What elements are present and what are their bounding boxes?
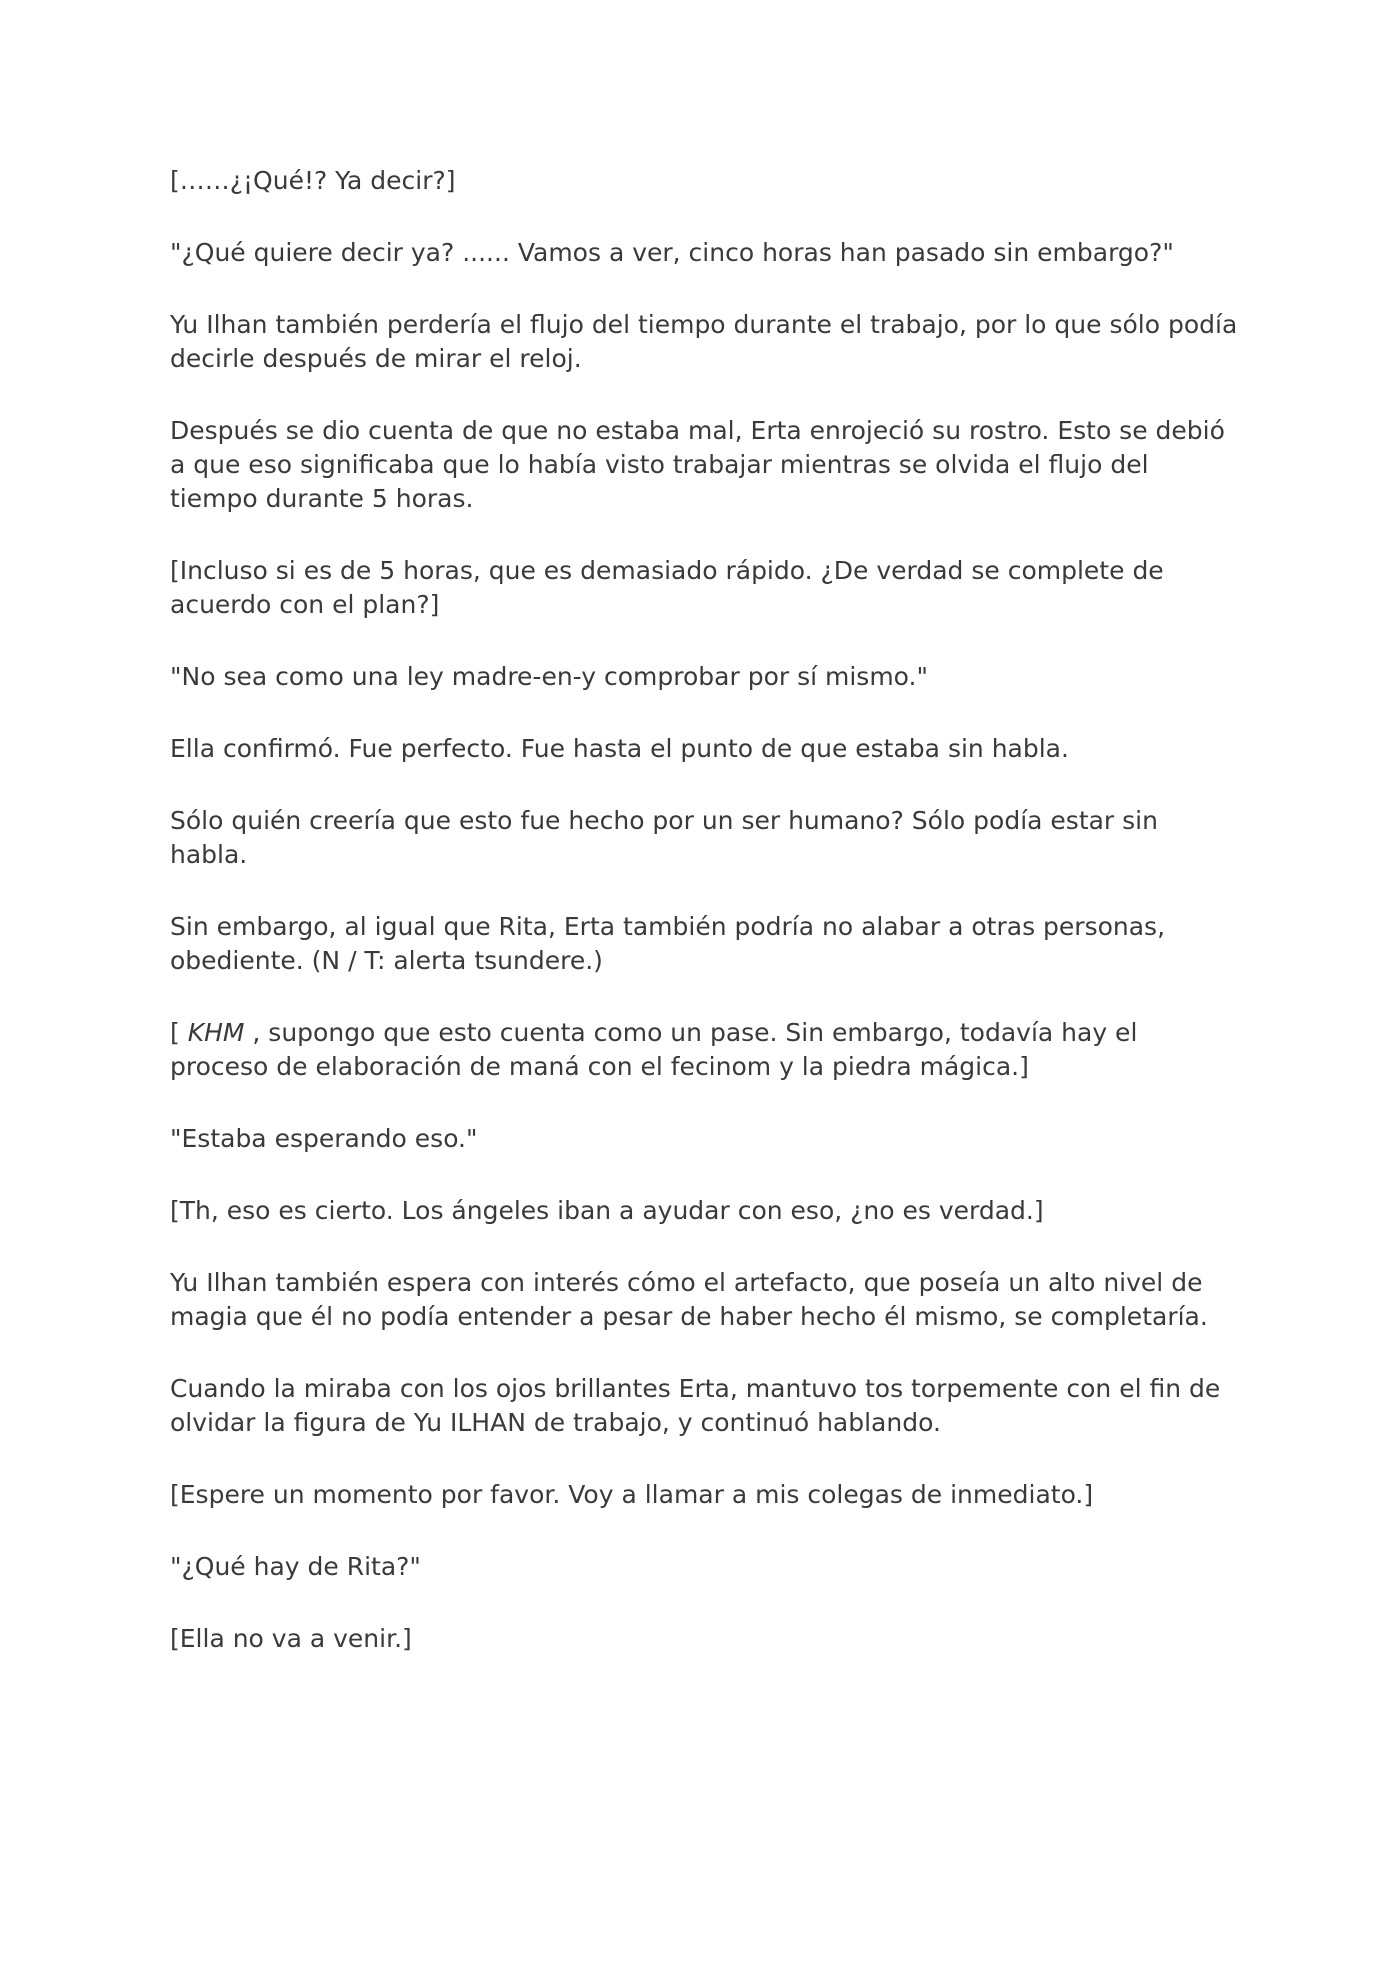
- paragraph: "No sea como una ley madre-en-y comprobar por sí mismo.": [170, 662, 928, 691]
- paragraph: [Th, eso es cierto. Los ángeles iban a ayudar con eso, ¿no es verdad.]: [170, 1196, 1044, 1225]
- paragraph: [……¿¡Qué!? Ya decir?]: [170, 166, 456, 195]
- paragraph: [Incluso si es de 5 horas, que es demasiado rápido. ¿De verdad se complete de acuerdo con el plan?]: [170, 556, 1164, 619]
- khm-emphasis: KHM: [187, 1018, 245, 1047]
- khm-rest: , supongo que esto cuenta como un pase. Sin embargo, todavía hay el proceso de elaboración de maná con el fecinom y la piedra mágica.]: [170, 1018, 1138, 1081]
- paragraph: Ella confirmó. Fue perfecto. Fue hasta el punto de que estaba sin habla.: [170, 734, 1069, 763]
- khm-prefix: [: [170, 1018, 188, 1047]
- paragraph: [Ella no va a venir.]: [170, 1624, 412, 1653]
- paragraph: "Estaba esperando eso.": [170, 1124, 478, 1153]
- paragraph: Yu Ilhan también espera con interés cómo el artefacto, que poseía un alto nivel de magia que él no podía entender a pesar de haber hecho él mismo, se completaría.: [170, 1268, 1208, 1331]
- paragraph: Cuando la miraba con los ojos brillantes Erta, mantuvo tos torpemente con el fin de olvidar la figura de Yu ILHAN de trabajo, y continuó hablando.: [170, 1374, 1221, 1437]
- paragraph: Sólo quién creería que esto fue hecho por un ser humano? Sólo podía estar sin habla.: [170, 806, 1158, 869]
- paragraph: "¿Qué hay de Rita?": [170, 1552, 421, 1581]
- paragraph: Sin embargo, al igual que Rita, Erta también podría no alabar a otras personas, obediente. (N / T: alerta tsundere.): [170, 912, 1166, 975]
- paragraph-khm: [170, 1016, 1240, 1084]
- paragraph: Después se dio cuenta de que no estaba mal, Erta enrojeció su rostro. Esto se debió a que eso significaba que lo había visto trabajar mientras se olvida el flujo del tiempo durante 5 horas.: [170, 416, 1225, 513]
- paragraph: [Espere un momento por favor. Voy a llamar a mis colegas de inmediato.]: [170, 1480, 1094, 1509]
- document-body: [170, 164, 1240, 1694]
- paragraph: Yu Ilhan también perdería el flujo del tiempo durante el trabajo, por lo que sólo podía decirle después de mirar el reloj.: [170, 310, 1238, 373]
- paragraph: "¿Qué quiere decir ya? ...... Vamos a ver, cinco horas han pasado sin embargo?": [170, 238, 1174, 267]
